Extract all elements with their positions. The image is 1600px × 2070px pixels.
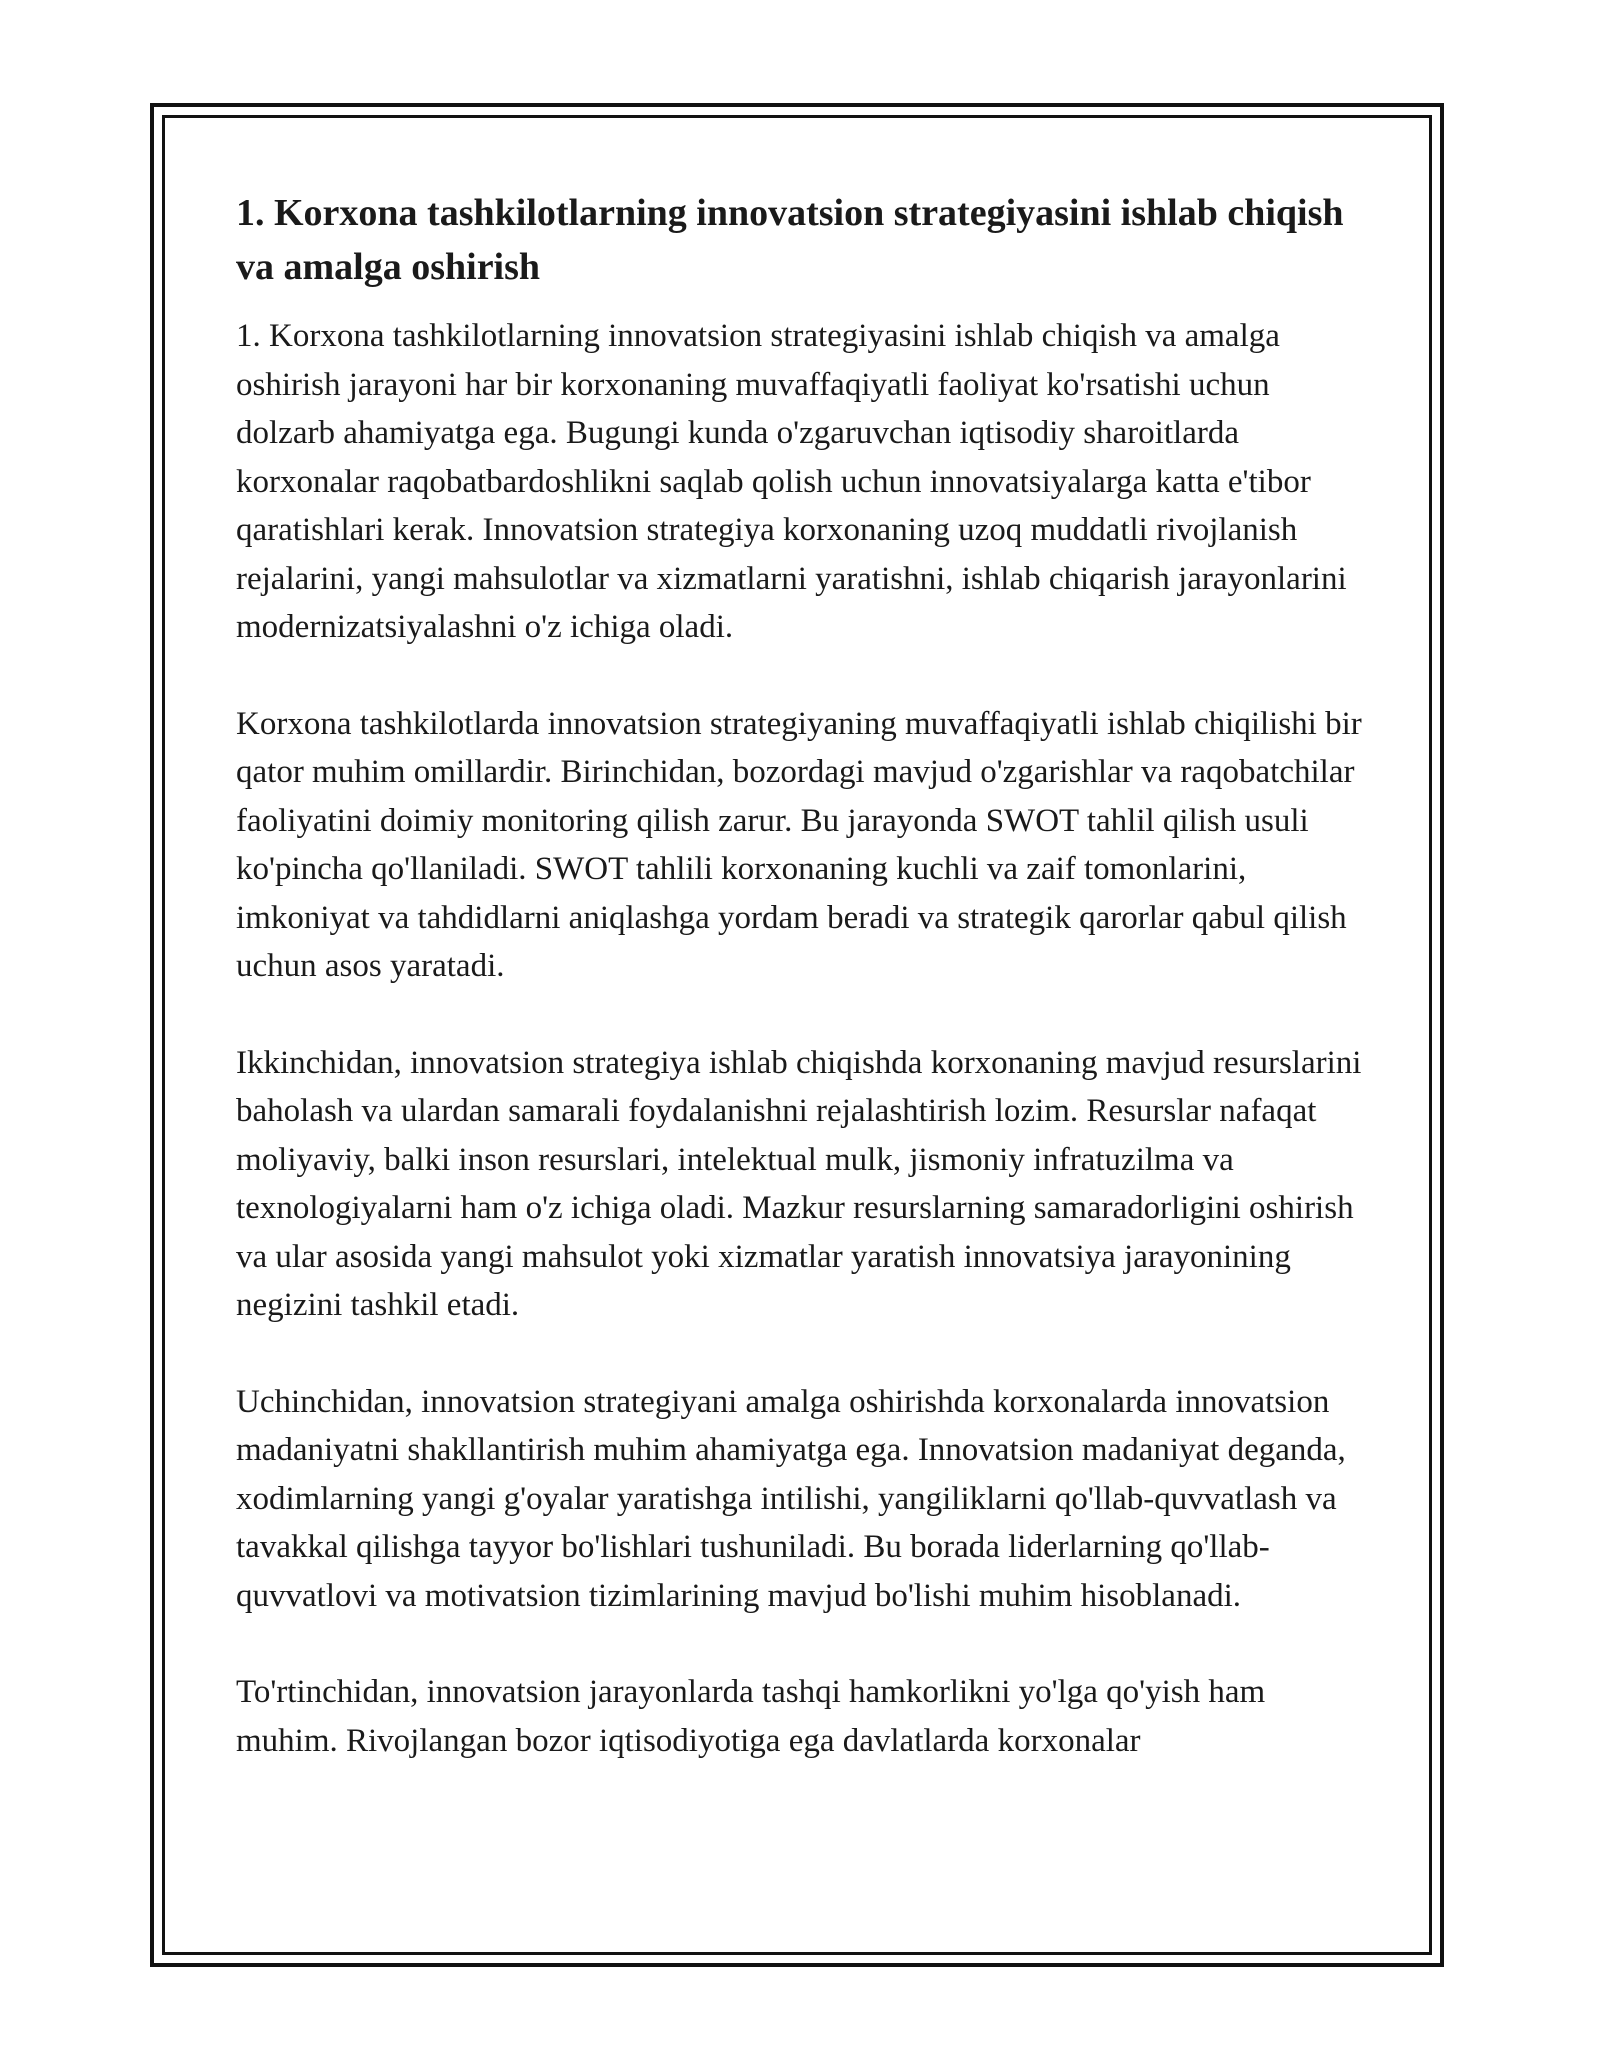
paragraph-3: Ikkinchidan, innovatsion strategiya ishlab chiqishda korxonaning mavjud resurslarini baholash va ulardan samarali foydalanishni rejalashtirish lozim. Resurslar nafaqat moliyaviy, balki inson resurslari, intelektual mulk, jismoniy infratuzilma va texnologiyalarni ham o'z ichiga oladi. Mazkur resurslarning samaradorligini oshirish va ular asosida yangi mahsulot yoki xizmatlar yaratish innovatsiya jarayonining negizini tashkil etadi. [236,1044,1362,1323]
paragraph-5: To'rtinchidan, innovatsion jarayonlarda tashqi hamkorlikni yo'lga qo'yish ham muhim. Rivojlangan bozor iqtisodiyotiga ega davlatlarda korxonalar [236,1674,1266,1759]
paragraph-4: Uchinchidan, innovatsion strategiyani amalga oshirishda korxonalarda innovatsion madaniyatni shakllantirish muhim ahamiyatga ega. Innovatsion madaniyat deganda, xodimlarning yangi g'oyalar yaratishga intilishi, yangiliklarni qo'llab-quvvatlash va tavakkal qilishga tayyor bo'lishlari tushuniladi. Bu borada liderlarning qo'llab-quvvatlovi va motivatsion tizimlarining mavjud bo'lishi muhim hisoblanadi. [236,1383,1346,1614]
document-title: 1. Korxona tashkilotlarning innovatsion strategiyasini ishlab chiqish va amalga oshirish [236,192,1344,288]
document-body [236,186,1366,1765]
paragraph-1: 1. Korxona tashkilotlarning innovatsion strategiyasini ishlab chiqish va amalga oshirish jarayoni har bir korxonaning muvaffaqiyatli faoliyat ko'rsatishi uchun dolzarb ahamiyatga ega. Bugungi kunda o'zgaruvchan iqtisodiy sharoitlarda korxonalar raqobatbardoshlikni saqlab qolish uchun innovatsiyalarga katta e'tibor qaratishlari kerak. Innovatsion strategiya korxonaning uzoq muddatli rivojlanish rejalarini, yangi mahsulotlar va xizmatlarni yaratishni, ishlab chiqarish jarayonlarini modernizatsiyalashni o'z ichiga oladi. [236,318,1347,645]
paragraph-2: Korxona tashkilotlarda innovatsion strategiyaning muvaffaqiyatli ishlab chiqilishi bir qator muhim omillardir. Birinchidan, bozordagi mavjud o'zgarishlar va raqobatchilar faoliyatini doimiy monitoring qilish zarur. Bu jarayonda SWOT tahlil qilish usuli ko'pincha qo'llaniladi. SWOT tahlili korxonaning kuchli va zaif tomonlarini, imkoniyat va tahdidlarni aniqlashga yordam beradi va strategik qarorlar qabul qilish uchun asos yaratadi. [236,705,1362,984]
